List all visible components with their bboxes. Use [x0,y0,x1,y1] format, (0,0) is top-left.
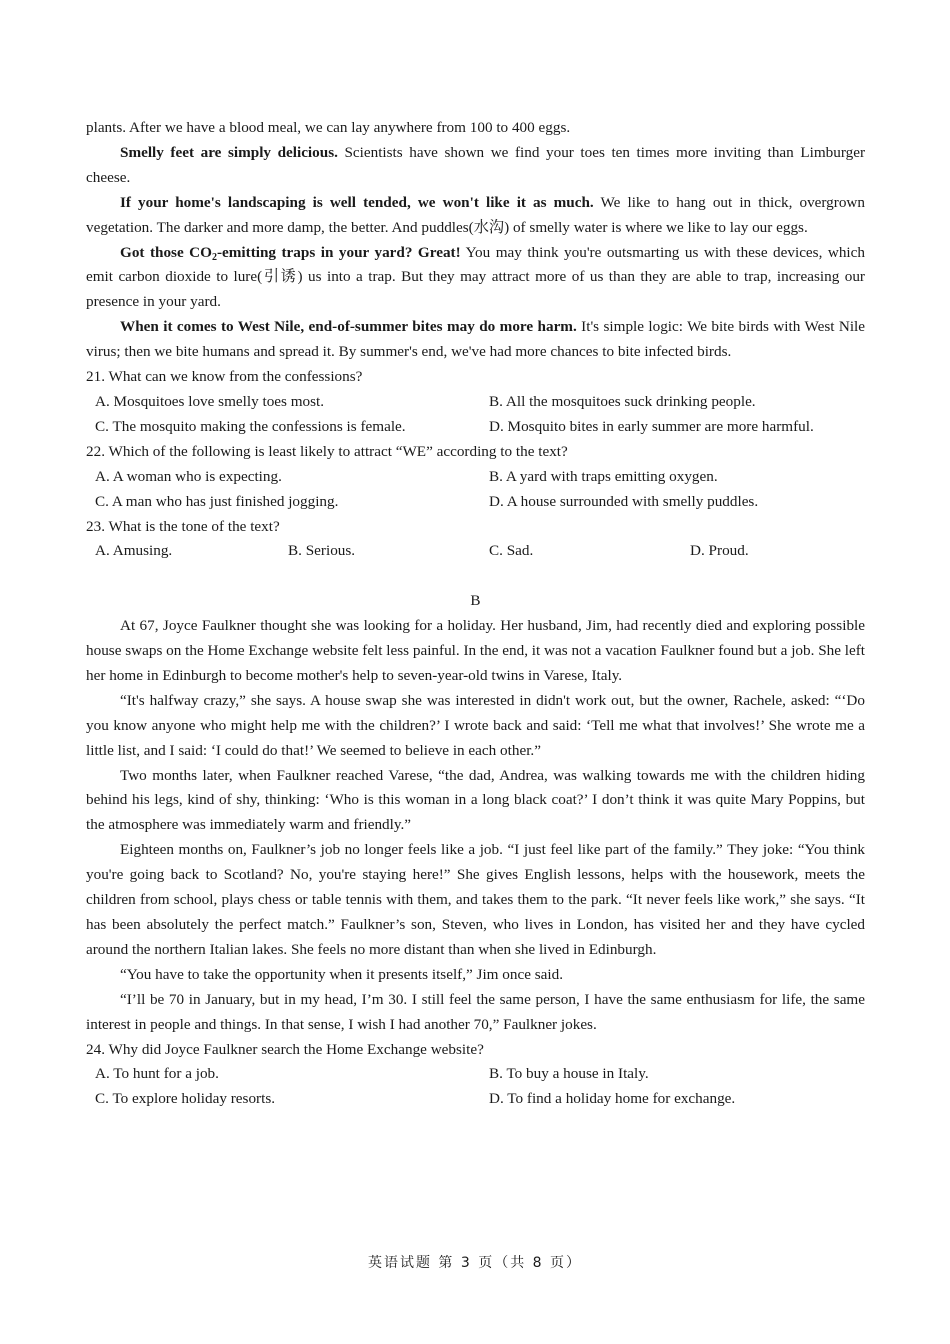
passage-a-paragraph: plants. After we have a blood meal, we can lay anywhere from 100 to 400 eggs. [86,119,571,136]
question-options [86,539,865,564]
paragraph-text: We like to hang out in thick, overgrown vegetation. The darker and more damp, the better. And puddles(水沟) of smelly water is where we like to lay our eggs. [86,193,865,236]
paragraph-lead [120,244,461,261]
option-d[interactable]: D. Proud. [690,542,749,560]
option-a[interactable]: A. A woman who is expecting. [95,467,282,485]
paragraph-text: You may think you're outsmarting us with these devices, which emit carbon dioxide to lure(引诱) us into a trap. But they may attract more of us than they are able to trap, increasing our presence in your yard. [86,243,865,311]
option-c[interactable]: C. A man who has just finished jogging. [95,492,339,510]
option-b[interactable]: B. A yard with traps emitting oxygen. [489,467,718,485]
subscript: 2 [211,251,217,263]
passage-b-paragraph: Eighteen months on, Faulkner’s job no longer feels like a job. “I just feel like part of the family.” They joke: “You think you're going back to Scotland? No, you're staying here!” She gives English lessons, helps with the housework, meets the children from school, plays chess or table tennis with them, and takes them to the park. “It never feels like work,” she says. “It has been absolutely the perfect match.” Faulkner’s son, Steven, who lives in London, has visited her and they have cycled around the northern Italian lakes. She feels no more distant than when she lived in Edinburgh. [86,841,865,958]
page-footer: 英语试题 第 3 页（共 8 页） [367,1255,583,1271]
passage-a-paragraph [86,315,865,365]
question-options [86,1062,865,1112]
question-stem: 24. Why did Joyce Faulkner search the Home Exchange website? [86,1040,484,1058]
option-c[interactable]: C. The mosquito making the confessions is female. [95,417,406,435]
question-options [86,465,865,515]
passage-b-paragraph: “You have to take the opportunity when it presents itself,” Jim once said. [120,965,564,983]
section-heading: B [470,592,481,610]
option-c[interactable]: C. Sad. [489,542,534,560]
option-a[interactable]: A. Mosquitoes love smelly toes most. [95,392,325,410]
passage-a-paragraph [86,141,865,191]
lead-part: Got those CO [120,243,212,261]
option-a[interactable]: A. To hunt for a job. [95,1065,219,1083]
option-b[interactable]: B. Serious. [288,542,356,560]
paragraph-lead: When it comes to West Nile, end-of-summer bites may do more harm. [120,318,577,336]
lead-part: -emitting traps in your yard? Great! [216,243,461,261]
passage-b-paragraph: “It's halfway crazy,” she says. A house swap she was interested in didn't work out, but the owner, Rachele, asked: “‘Do you know anyone who might help me with the children?’ I wrote back and said: ‘Tell me what that involves!’ She wrote me a little list, and I said: ‘I could do that!’ We seemed to believe in each other.” [86,691,865,759]
passage-a-paragraph [86,241,865,316]
passage-b-paragraph: At 67, Joyce Faulkner thought she was looking for a holiday. Her husband, Jim, had recently died and exploring possible house swaps on the Home Exchange website felt less painful. In the end, it was not a vacation Faulkner found but a job. She left her home in Edinburgh to become mother's help to seven-year-old twins in Varese, Italy. [86,617,866,684]
option-d[interactable]: D. A house surrounded with smelly puddles. [489,492,759,510]
paragraph-lead: If your home's landscaping is well tended, we won't like it as much. [120,193,594,211]
question-stem: 22. Which of the following is least likely to attract “WE” according to the text? [86,442,568,460]
passage-b-paragraph: “I’ll be 70 in January, but in my head, I’m 30. I still feel the same person, I have the same enthusiasm for life, the same interest in people and things. In that sense, I wish I had another 70,” Faulkner jokes. [86,990,865,1033]
question-stem: 23. What is the tone of the text? [86,517,280,535]
spacer [86,564,865,589]
option-c[interactable]: C. To explore holiday resorts. [95,1090,276,1108]
option-b[interactable]: B. All the mosquitoes suck drinking people. [489,392,756,410]
page-content [86,116,865,1112]
option-d[interactable]: D. To find a holiday home for exchange. [489,1090,736,1108]
option-a[interactable]: A. Amusing. [95,542,173,560]
paragraph-lead: Smelly feet are simply delicious. [120,143,338,161]
option-b[interactable]: B. To buy a house in Italy. [489,1065,649,1083]
passage-b-paragraph: Two months later, when Faulkner reached Varese, “the dad, Andrea, was walking towards me with the children hiding behind his legs, kind of shy, thinking: ‘Who is this woman in a long black coat?’ I don’t think it was quite Mary Poppins, but the atmosphere was immediately warm and friendly.” [86,766,865,834]
question-stem: 21. What can we know from the confessions? [86,368,363,386]
option-d[interactable]: D. Mosquito bites in early summer are more harmful. [489,417,814,435]
paragraph-text: It's simple logic: We bite birds with West Nile virus; then we bite humans and spread it. By summer's end, we've had more chances to bite infected birds. [86,318,865,361]
passage-a-paragraph [86,191,865,241]
paragraph-text: Scientists have shown we find your toes ten times more inviting than Limburger cheese. [86,143,865,186]
question-options [86,390,865,440]
